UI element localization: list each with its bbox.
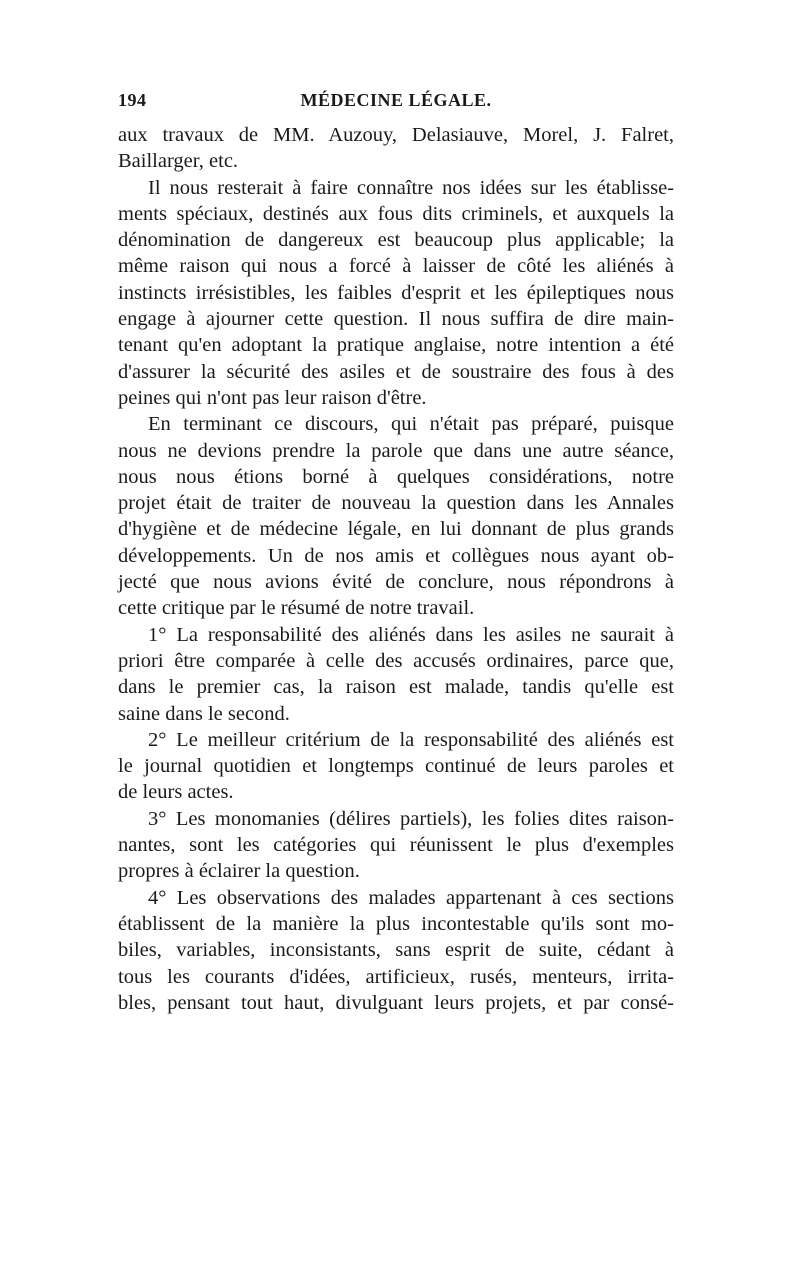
text-line: d'hygiène et de médecine légale, en lui donnant de plus grands [118, 518, 674, 541]
text-line: engage à ajourner cette question. Il nous suffira de dire main- [118, 308, 674, 331]
text-line: même raison qui nous a forcé à laisser de côté les aliénés à [118, 255, 674, 278]
text-line: instincts irrésistibles, les faibles d'esprit et les épileptiques nous [118, 281, 674, 304]
text-line: biles, variables, inconsistants, sans esprit de suite, cédant à [118, 939, 674, 962]
text-line: Il nous resterait à faire connaître nos idées sur les établisse- [148, 176, 674, 199]
text-line: développements. Un de nos amis et collègues nous ayant ob- [118, 544, 674, 567]
running-head [118, 90, 674, 118]
text-line: 2° Le meilleur critérium de la responsabilité des aliénés est [148, 728, 674, 751]
body-text [118, 122, 674, 1016]
text-line: 3° Les monomanies (délires partiels), les folies dites raison- [148, 807, 674, 830]
text-line: 4° Les observations des malades appartenant à ces sections [148, 886, 674, 909]
text-line: dénomination de dangereux est beaucoup plus applicable; la [118, 229, 674, 252]
text-line: le journal quotidien et longtemps continué de leurs paroles et [118, 755, 674, 778]
text-line: En terminant ce discours, qui n'était pas préparé, puisque [148, 413, 674, 436]
page-number: 194 [118, 90, 147, 110]
text-line: nous nous étions borné à quelques considérations, notre [118, 465, 674, 488]
text-line: peines qui n'ont pas leur raison d'être. [118, 386, 427, 409]
text-line: jecté que nous avions évité de conclure, nous répondrons à [118, 571, 674, 594]
text-line: tous les courants d'idées, artificieux, rusés, menteurs, irrita- [118, 965, 674, 988]
text-line: aux travaux de MM. Auzouy, Delasiauve, Morel, J. Falret, [118, 124, 674, 146]
text-line: nantes, sont les catégories qui réunissent le plus d'exemples [118, 834, 674, 857]
text-line: propres à éclairer la question. [118, 860, 360, 883]
text-line: dans le premier cas, la raison est malade, tandis qu'elle est [118, 676, 674, 699]
text-line: 1° La responsabilité des aliénés dans les asiles ne saurait à [148, 623, 674, 646]
text-line: nous ne devions prendre la parole que dans une autre séance, [118, 439, 674, 462]
text-line: ments spéciaux, destinés aux fous dits criminels, et auxquels la [118, 202, 674, 225]
text-line: de leurs actes. [118, 781, 234, 804]
running-title: MÉDECINE LÉGALE. [300, 90, 492, 110]
text-line: projet était de traiter de nouveau la question dans les Annales [118, 492, 674, 515]
text-line: priori être comparée à celle des accusés ordinaires, parce que, [118, 649, 674, 672]
text-line: Baillarger, etc. [118, 150, 239, 173]
text-line: saine dans le second. [118, 702, 290, 725]
book-page [118, 90, 674, 1016]
text-line: bles, pensant tout haut, divulguant leurs projets, et par consé- [118, 991, 674, 1014]
text-line: établissent de la manière la plus incontestable qu'ils sont mo- [118, 912, 674, 935]
text-line: cette critique par le résumé de notre travail. [118, 597, 475, 620]
text-line: tenant qu'en adoptant la pratique anglaise, notre intention a été [118, 334, 674, 357]
text-line: d'assurer la sécurité des asiles et de soustraire des fous à des [118, 360, 674, 383]
